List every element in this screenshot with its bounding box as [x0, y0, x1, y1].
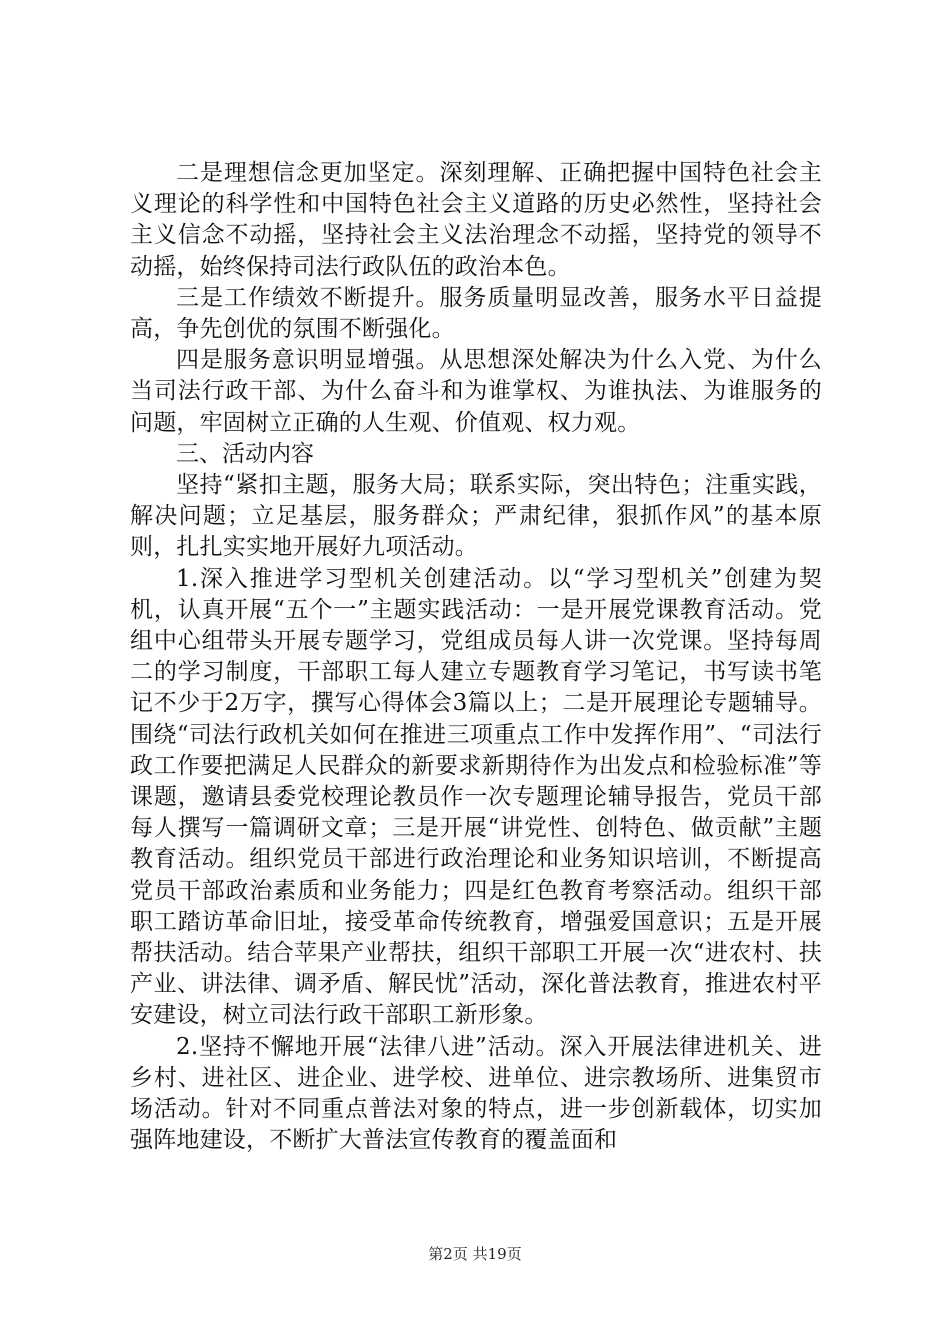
paragraph-ideals: 二是理想信念更加坚定。深刻理解、正确把握中国特色社会主义理论的科学性和中国特色社会主义道路的历史必然性，坚持社会主义信念不动摇，坚持社会主义法治理念不动摇，坚持党的领导不动摇，始终保持司法行政队伍的政治本色。 — [130, 160, 822, 280]
paragraph-item-2: 2.坚持不懈地开展“法律八进”活动。深入开展法律进机关、进乡村、进社区、进企业、进学校、进单位、进宗教场所、进集贸市场活动。针对不同重点普法对象的特点，进一步创新载体，切实加强阵地建设，不断扩大普法宣传教育的覆盖面和 — [130, 1033, 822, 1154]
page-footer: 第2页 共19页 — [428, 1245, 522, 1263]
section-heading-activities: 三、活动内容 — [176, 440, 314, 467]
paragraph-principles: 坚持“紧扣主题，服务大局；联系实际，突出特色；注重实践，解决问题；立足基层，服务群众；严肃纪律，狠抓作风”的基本原则，扎扎实实地开展好九项活动。 — [130, 472, 822, 561]
document-body — [130, 158, 822, 1157]
paragraph-item-1: 1.深入推进学习型机关创建活动。以“学习型机关”创建为契机，认真开展“五个一”主题实践活动：一是开展党课教育活动。党组中心组带头开展专题学习，党组成员每人讲一次党课。坚持每周二的学习制度，干部职工每人建立专题教育学习笔记，书写读书笔记不少于2万字，撰写心得体会3篇以上；二是开展理论专题辅导。围绕“司法行政机关如何在推进三项重点工作中发挥作用”、“司法行政工作要把满足人民群众的新要求新期待作为出发点和检验标准”等课题，邀请县委党校理论教员作一次专题理论辅导报告，党员干部每人撰写一篇调研文章；三是开展“讲党性、创特色、做贡献”主题教育活动。组织党员干部进行政治理论和业务知识培训，不断提高党员干部政治素质和业务能力；四是红色教育考察活动。组织干部职工踏访革命旧址，接受革命传统教育，增强爱国意识；五是开展帮扶活动。结合苹果产业帮扶，组织干部职工开展一次“进农村、扶产业、讲法律、调矛盾、解民忧”活动，深化普法教育，推进农村平安建设，树立司法行政干部职工新形象。 — [130, 565, 822, 1029]
paragraph-service-awareness: 四是服务意识明显增强。从思想深处解决为什么入党、为什么当司法行政干部、为什么奋斗和为谁掌权、为谁执法、为谁服务的问题，牢固树立正确的人生观、价值观、权力观。 — [130, 347, 822, 436]
paragraph-performance: 三是工作绩效不断提升。服务质量明显改善，服务水平日益提高，争先创优的氛围不断强化。 — [130, 284, 822, 343]
